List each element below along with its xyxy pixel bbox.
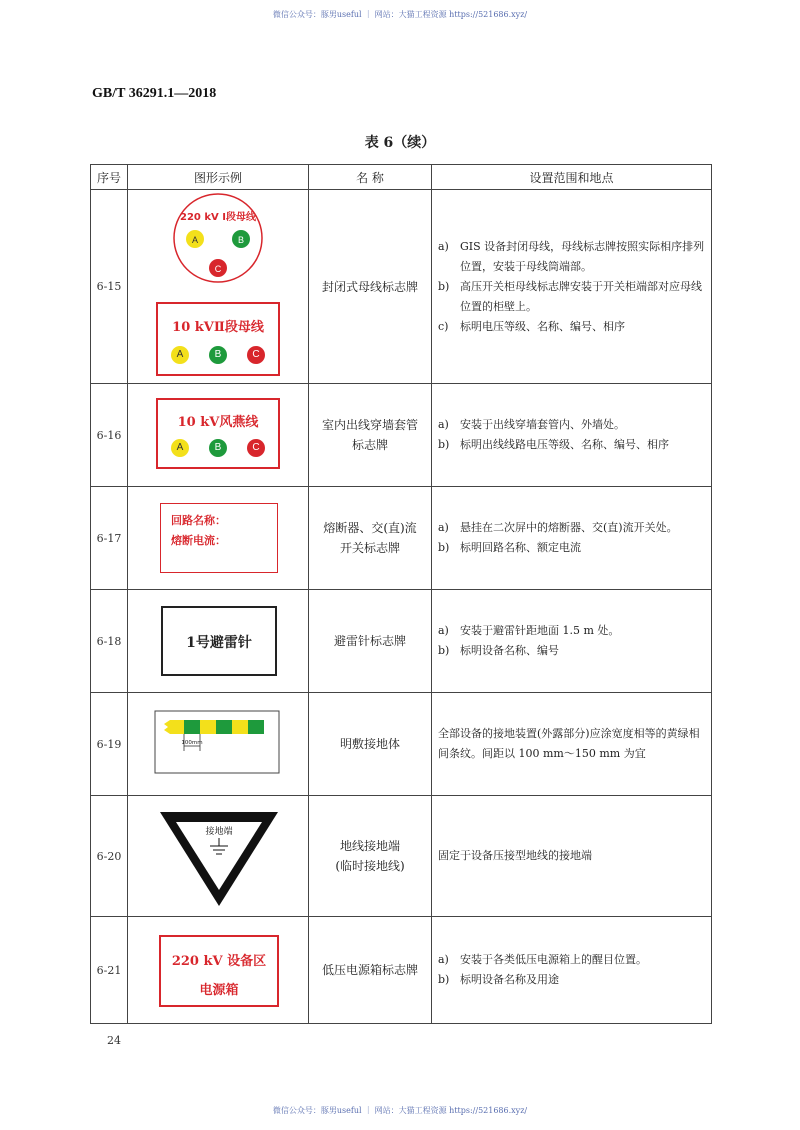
sign-table bbox=[90, 164, 712, 1024]
yellow-green-stripes bbox=[164, 720, 264, 734]
header-figure: 图形示例 bbox=[128, 165, 309, 190]
figure-cell bbox=[128, 190, 309, 384]
item-text: 高压开关柜母线标志牌安装于开关柜端部对应母线位置的柜壁上。 bbox=[460, 279, 702, 313]
sign-name bbox=[309, 487, 432, 590]
table-header-row bbox=[91, 165, 712, 190]
row-number: 6-20 bbox=[91, 796, 128, 917]
item-marker: a) bbox=[438, 953, 449, 966]
scope-item bbox=[438, 518, 705, 538]
page-number: 24 bbox=[107, 1034, 121, 1047]
item-text: 安装于各类低压电源箱上的醒目位置。 bbox=[460, 953, 647, 966]
circuit-name-label: 回路名称： bbox=[171, 514, 226, 527]
scope-item bbox=[438, 950, 705, 970]
name-line: 标志牌 bbox=[351, 438, 388, 452]
scope-text: 全部设备的接地装置(外露部分)应涂宽度相等的黄绿相间条纹。间距以 100 mm～150 mm 为宜 bbox=[438, 727, 700, 760]
sign-name bbox=[309, 190, 432, 384]
sign-name bbox=[309, 590, 432, 693]
item-marker: a) bbox=[438, 521, 449, 534]
circle-busbar-title: 220 kV Ⅰ段母线 bbox=[180, 212, 256, 223]
item-text: 悬挂在二次屏中的熔断器、交(直)流开关处。 bbox=[460, 521, 678, 534]
item-marker: a) bbox=[438, 239, 449, 253]
phase-a-dot: A bbox=[171, 346, 189, 364]
figure-cell bbox=[128, 590, 309, 693]
name-line: 封闭式母线标志牌 bbox=[321, 279, 418, 294]
scope-cell bbox=[432, 190, 712, 384]
scope-cell bbox=[432, 384, 712, 487]
scope-cell bbox=[432, 796, 712, 917]
figure-cell bbox=[128, 693, 309, 796]
item-marker: b) bbox=[438, 279, 450, 293]
scope-text: 固定于设备压接型地线的接地端 bbox=[438, 849, 592, 862]
name-line: (临时接地线) bbox=[335, 859, 405, 873]
scope-item bbox=[438, 435, 705, 455]
sign-name bbox=[309, 917, 432, 1024]
table-row bbox=[91, 796, 712, 917]
phase-b-dot: B bbox=[209, 439, 227, 457]
scope-item bbox=[438, 237, 705, 277]
header-scope: 设置范围和地点 bbox=[432, 165, 712, 190]
ground-terminal-figure bbox=[128, 796, 309, 915]
stripe-dimension-label: 100mm bbox=[181, 740, 203, 746]
table-row bbox=[91, 384, 712, 487]
item-text: 标明出线线路电压等级、名称、编号、相序 bbox=[460, 438, 669, 451]
name-line: 低压电源箱标志牌 bbox=[321, 963, 418, 977]
lightning-rod-sign bbox=[161, 606, 277, 676]
item-text: GIS 设备封闭母线，母线标志牌按照实际相序排列位置，安装于母线筒端部。 bbox=[460, 239, 705, 273]
scope-cell bbox=[432, 487, 712, 590]
phase-b-dot: B bbox=[209, 346, 227, 364]
row-number: 6-17 bbox=[91, 487, 128, 590]
sign-name bbox=[309, 693, 432, 796]
watermark-top: 微信公众号：豚男useful ｜ 网站：大猫工程资源 https://521686.xyz/ bbox=[272, 10, 528, 19]
scope-item bbox=[438, 317, 705, 337]
table-row bbox=[91, 917, 712, 1024]
power-box-area-label: 220 kV 设备区 bbox=[171, 954, 267, 969]
name-line: 地线接地端 bbox=[339, 839, 400, 853]
fuse-current-label: 熔断电流： bbox=[171, 534, 226, 547]
scope-cell bbox=[432, 590, 712, 693]
name-line: 明敷接地体 bbox=[339, 737, 400, 751]
scope-item bbox=[438, 277, 705, 317]
bushing-sign-title: 10 kV风燕线 bbox=[177, 415, 259, 430]
row-number: 6-18 bbox=[91, 590, 128, 693]
table-row bbox=[91, 693, 712, 796]
phase-a-dot: A bbox=[171, 439, 189, 457]
name-line: 熔断器、交(直)流 bbox=[323, 521, 417, 535]
item-marker: b) bbox=[438, 644, 450, 657]
figure-cell bbox=[128, 917, 309, 1024]
header-no: 序号 bbox=[91, 165, 128, 190]
item-marker: a) bbox=[438, 624, 449, 637]
phase-c-dot: C bbox=[247, 439, 265, 457]
figure-cell bbox=[128, 487, 309, 590]
item-marker: b) bbox=[438, 541, 450, 554]
ground-terminal-label: 接地端 bbox=[205, 827, 233, 837]
phase-c-dot: C bbox=[247, 346, 265, 364]
scope-item bbox=[438, 538, 705, 558]
power-box-label: 电源箱 bbox=[199, 983, 239, 998]
rect-busbar-sign bbox=[156, 302, 280, 376]
item-marker: b) bbox=[438, 438, 450, 451]
scope-item bbox=[438, 621, 705, 641]
name-line: 开关标志牌 bbox=[339, 541, 400, 555]
item-marker: c) bbox=[438, 319, 449, 333]
rect-busbar-title: 10 kVⅡ段母线 bbox=[172, 320, 264, 335]
power-box-sign bbox=[159, 935, 279, 1007]
figure-cell bbox=[128, 384, 309, 487]
item-text: 标明电压等级、名称、编号、相序 bbox=[460, 319, 625, 333]
figure-cell bbox=[128, 796, 309, 917]
scope-item bbox=[438, 415, 705, 435]
item-marker: b) bbox=[438, 973, 450, 986]
scope-item bbox=[438, 641, 705, 661]
name-line: 室内出线穿墙套管 bbox=[321, 418, 418, 432]
item-text: 标明设备名称及用途 bbox=[460, 973, 559, 986]
scope-cell bbox=[432, 693, 712, 796]
fuse-switch-sign bbox=[160, 503, 278, 573]
sign-name bbox=[309, 796, 432, 917]
item-text: 标明设备名称、编号 bbox=[460, 644, 559, 657]
item-marker: a) bbox=[438, 418, 449, 431]
phase-a-label: A bbox=[191, 235, 199, 245]
watermark-bottom: 微信公众号：豚男useful ｜ 网站：大猫工程资源 https://521686.xyz/ bbox=[272, 1106, 528, 1115]
table-row bbox=[91, 487, 712, 590]
lightning-rod-label: 1号避雷针 bbox=[186, 635, 252, 651]
phase-c-label: C bbox=[214, 264, 222, 274]
row-number: 6-19 bbox=[91, 693, 128, 796]
phase-b-label: B bbox=[237, 235, 245, 245]
item-text: 安装于避雷针距地面 1.5 m 处。 bbox=[460, 624, 620, 637]
row-number: 6-15 bbox=[91, 190, 128, 384]
row-number: 6-16 bbox=[91, 384, 128, 487]
item-text: 安装于出线穿墙套管内、外墙处。 bbox=[460, 418, 625, 431]
table-caption: 表 6（续） bbox=[364, 135, 436, 151]
table-row bbox=[91, 190, 712, 384]
item-text: 标明回路名称、额定电流 bbox=[460, 541, 581, 554]
name-line: 避雷针标志牌 bbox=[333, 634, 406, 648]
table-row bbox=[91, 590, 712, 693]
sign-name bbox=[309, 384, 432, 487]
header-name: 名 称 bbox=[309, 165, 432, 190]
scope-cell bbox=[432, 917, 712, 1024]
ground-conductor-figure bbox=[128, 693, 309, 794]
scope-item bbox=[438, 970, 705, 990]
bushing-sign bbox=[156, 398, 280, 469]
standard-number: GB/T 36291.1—2018 bbox=[92, 86, 217, 101]
row-number: 6-21 bbox=[91, 917, 128, 1024]
